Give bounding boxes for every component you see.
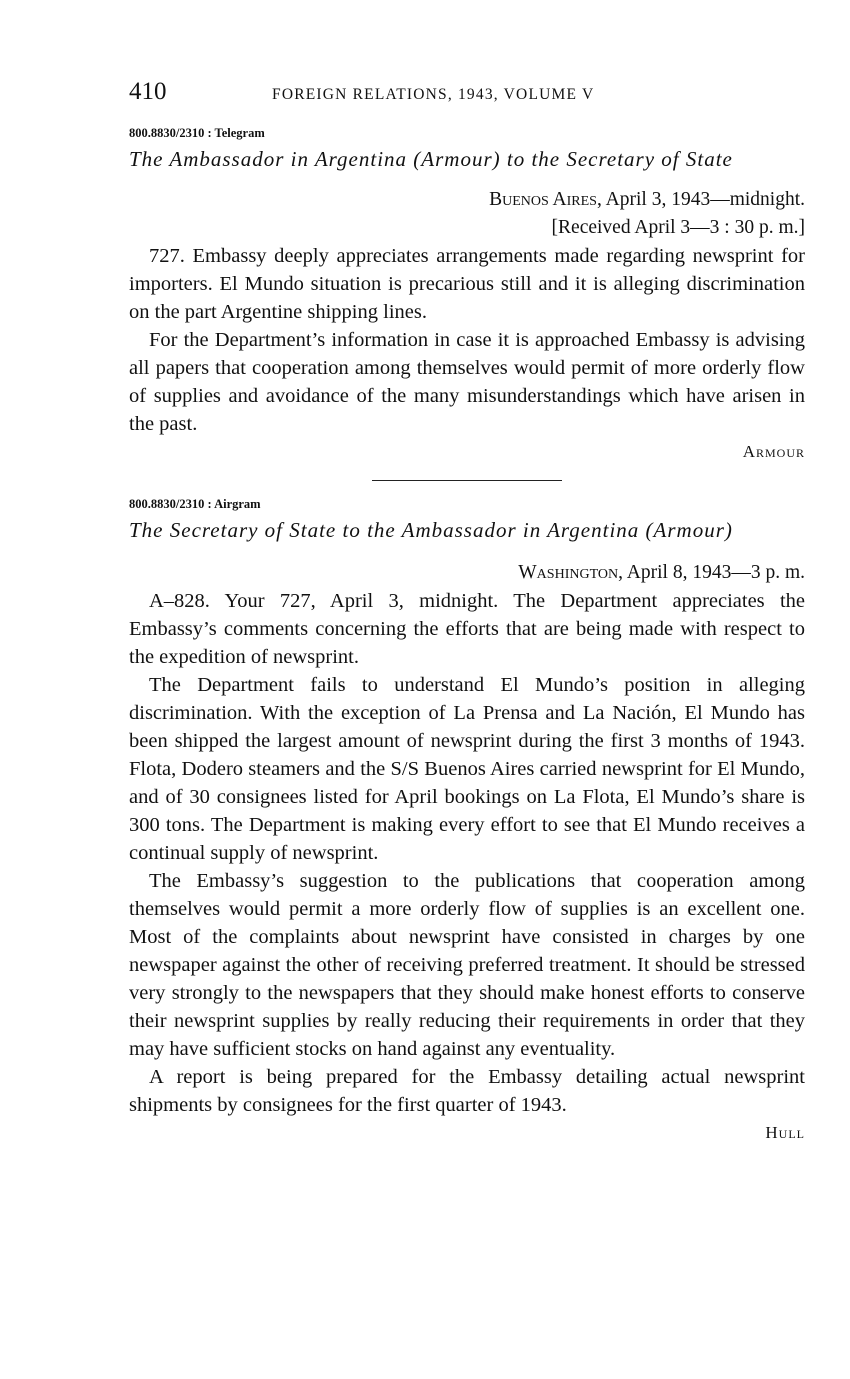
dateline bbox=[129, 186, 805, 214]
dateline-date: , April 8, 1943—3 p. m. bbox=[618, 562, 805, 583]
signature: Hull bbox=[765, 1123, 805, 1142]
paragraph: The Department fails to understand El Mundo’s position in alleging discrimination. With the exception of La Prensa and La Nación, El Mundo has been shipped the largest amount of newsprint during the first 3 months of 1943. Flota, Dodero steamers and the S/S Buenos Aires carried newsprint for El Mundo, and of 30 consignees listed for April bookings on La Flota, El Mundo’s share is 300 tons. The Department is making every effort to see that El Mundo receives a continual supply of newsprint. bbox=[129, 674, 805, 864]
dateline-date: , April 3, 1943—midnight. bbox=[596, 189, 805, 210]
airgram-document bbox=[129, 497, 805, 1147]
dateline bbox=[129, 559, 805, 587]
dateline-place: Buenos Aires bbox=[489, 189, 597, 210]
paragraph: A report is being prepared for the Embassy detailing actual newsprint shipments by consignees for the first quarter of 1943. bbox=[129, 1066, 805, 1116]
document-title: The Secretary of State to the Ambassador in Argentina (Armour) bbox=[129, 518, 733, 542]
received-line: [Received April 3—3 : 30 p. m.] bbox=[551, 217, 805, 238]
page-number: 410 bbox=[129, 78, 167, 105]
section-divider bbox=[372, 480, 562, 481]
running-head: FOREIGN RELATIONS, 1943, VOLUME V bbox=[272, 86, 595, 103]
telegram-document bbox=[129, 126, 805, 466]
paragraph: 727. Embassy deeply appreciates arrangements made regarding newsprint for importers. El Mundo situation is precarious still and it is alleging discrimination on the part Argentine shipping lines. bbox=[129, 245, 805, 323]
document-page bbox=[129, 78, 805, 1147]
paragraph: For the Department’s information in case it is approached Embassy is advising all papers that cooperation among themselves would permit of more orderly flow of supplies and avoidance of the many misunderstandings which have arisen in the past. bbox=[129, 329, 805, 435]
paragraph: A–828. Your 727, April 3, midnight. The Department appreciates the Embassy’s comments concerning the efforts that are being made with respect to the expedition of newsprint. bbox=[129, 590, 805, 668]
dateline-place: Washington bbox=[518, 562, 619, 583]
signature: Armour bbox=[742, 442, 805, 461]
document-title: The Ambassador in Argentina (Armour) to the Secretary of State bbox=[129, 147, 733, 171]
paragraph: The Embassy’s suggestion to the publications that cooperation among themselves would permit a more orderly flow of supplies is an excellent one. Most of the complaints about newsprint have consisted in charges by one newspaper against the other of receiving preferred treatment. It should be stressed very strongly to the newspapers that they should make honest efforts to conserve their newsprint supplies by really reducing their requirements in order that they may have sufficient stocks on hand against any eventuality. bbox=[129, 870, 805, 1060]
file-reference: 800.8830/2310 : Telegram bbox=[129, 126, 265, 140]
page-header bbox=[129, 78, 805, 114]
file-reference: 800.8830/2310 : Airgram bbox=[129, 497, 261, 511]
